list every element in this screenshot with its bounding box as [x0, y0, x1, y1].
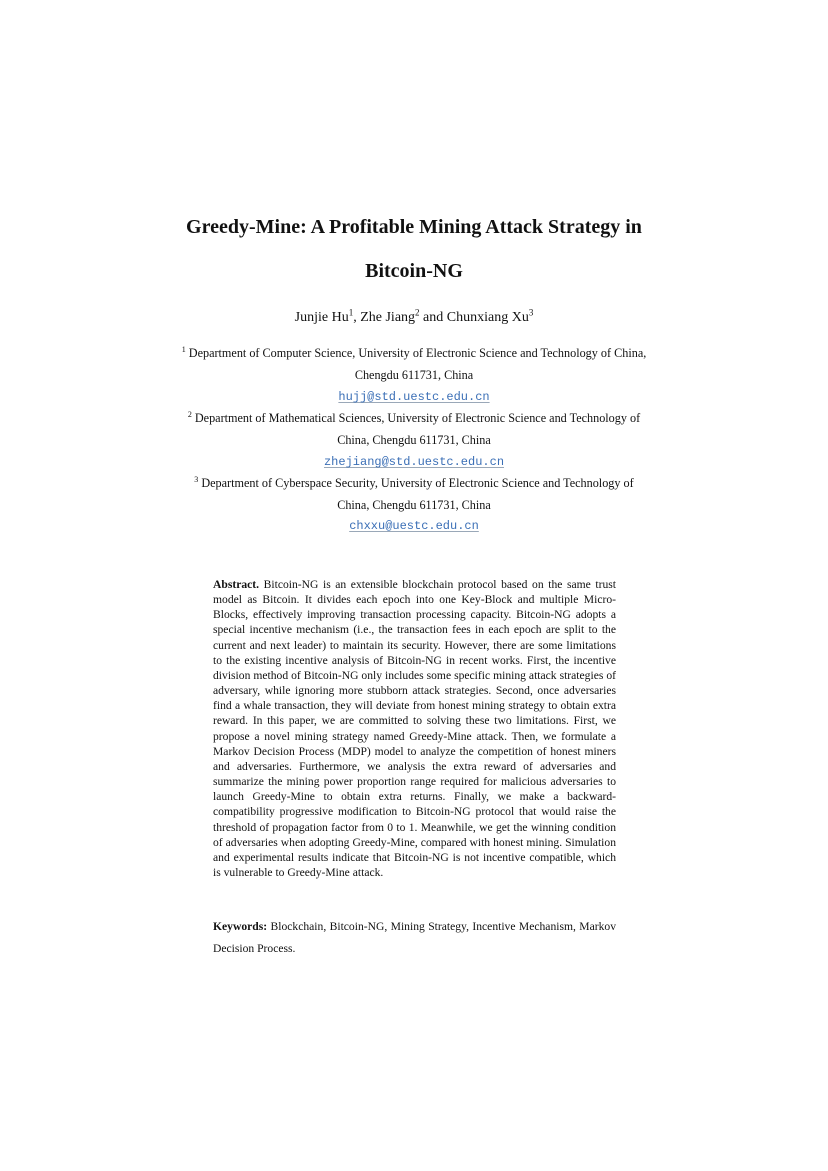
affiliation-text: Department of Mathematical Sciences, University of Electronic Science and Technology of — [194, 411, 641, 425]
affiliation-1-line-2: Chengdu 611731, China — [354, 368, 474, 382]
affiliation-3-email-row — [100, 517, 728, 534]
author-separator: , — [353, 310, 361, 325]
affiliation-text: Department of Computer Science, University of Electronic Science and Technology of China, — [188, 346, 647, 360]
affiliation-mark: 1 — [181, 344, 186, 354]
email-link[interactable]: chxxu@uestc.edu.cn — [349, 519, 479, 533]
email-link[interactable]: hujj@std.uestc.edu.cn — [338, 390, 490, 404]
abstract — [213, 577, 616, 880]
keywords-text: Blockchain, Bitcoin-NG, Mining Strategy, Incentive Mechanism, Markov Decision Process. — [213, 920, 616, 955]
paper-title-line-1: Greedy-Mine: A Profitable Mining Attack Strategy in — [186, 216, 642, 238]
author-name: Junjie Hu — [294, 310, 349, 325]
affiliation-2-email-row — [100, 453, 728, 470]
author-name: Zhe Jiang — [360, 310, 416, 325]
affiliation-1-line-1 — [100, 345, 728, 361]
author-name: Chunxiang Xu — [446, 310, 529, 325]
author-separator: and — [419, 310, 447, 325]
affiliation-2-line-2: China, Chengdu 611731, China — [337, 433, 491, 447]
affiliation-text: Department of Cyberspace Security, University of Electronic Science and Technology of — [201, 476, 634, 490]
keywords — [213, 916, 616, 960]
abstract-label: Abstract. — [213, 578, 260, 591]
affiliation-3-line-1 — [100, 475, 728, 491]
affiliation-mark: 2 — [187, 409, 192, 419]
abstract-text: Bitcoin-NG is an extensible blockchain protocol based on the same trust model as Bitcoin. It divides each epoch into one Key-Block and multiple Micro-Blocks, effectively improving transaction processing capacity. Bitcoin-NG adopts a special incentive mechanism (i.e., the transaction fees in each epoch are split to the current and next leader) to maintain its security. However, there are some limitations to the existing incentive analysis of Bitcoin-NG in recent works. First, the incentive division method of Bitcoin-NG only includes some specific mining attack strategies of adversary, while ignoring more stubborn attack strategies. Second, once adversaries find a whale transaction, they will deviate from honest mining strategy to obtain extra reward. In this paper, we are committed to solving these two limitations. First, we propose a novel mining strategy named Greedy-Mine attack. Then, we formulate a Markov Decision Process (MDP) model to analyze the competition of honest miners and adversaries. Furthermore, we analysis the extra reward of adversaries and summarize the mining power proportion range required for malicious adversaries to launch Greedy-Mine to obtain extra returns. Finally, we make a backward-compatibility progressive modification to Bitcoin-NG protocol that would raise the threshold of propagation factor from 0 to 1. Meanwhile, we get the winning condition of adversaries when adopting Greedy-Mine, compared with honest mining. Simulation and experimental results indicate that Bitcoin-NG is not incentive compatible, which is vulnerable to Greedy-Mine attack. — [213, 578, 616, 879]
author-affiliation-mark: 1 — [348, 307, 354, 318]
keywords-label: Keywords: — [213, 920, 268, 933]
author-affiliation-mark: 2 — [415, 307, 420, 318]
affiliation-mark: 3 — [194, 474, 199, 484]
paper-title-line-2: Bitcoin-NG — [365, 260, 463, 282]
email-link[interactable]: zhejiang@std.uestc.edu.cn — [323, 455, 505, 469]
author-list — [100, 308, 728, 328]
author-affiliation-mark: 3 — [528, 307, 534, 318]
affiliation-3-line-2: China, Chengdu 611731, China — [337, 498, 491, 512]
affiliation-1-email-row — [100, 388, 728, 405]
affiliation-2-line-1 — [100, 410, 728, 426]
